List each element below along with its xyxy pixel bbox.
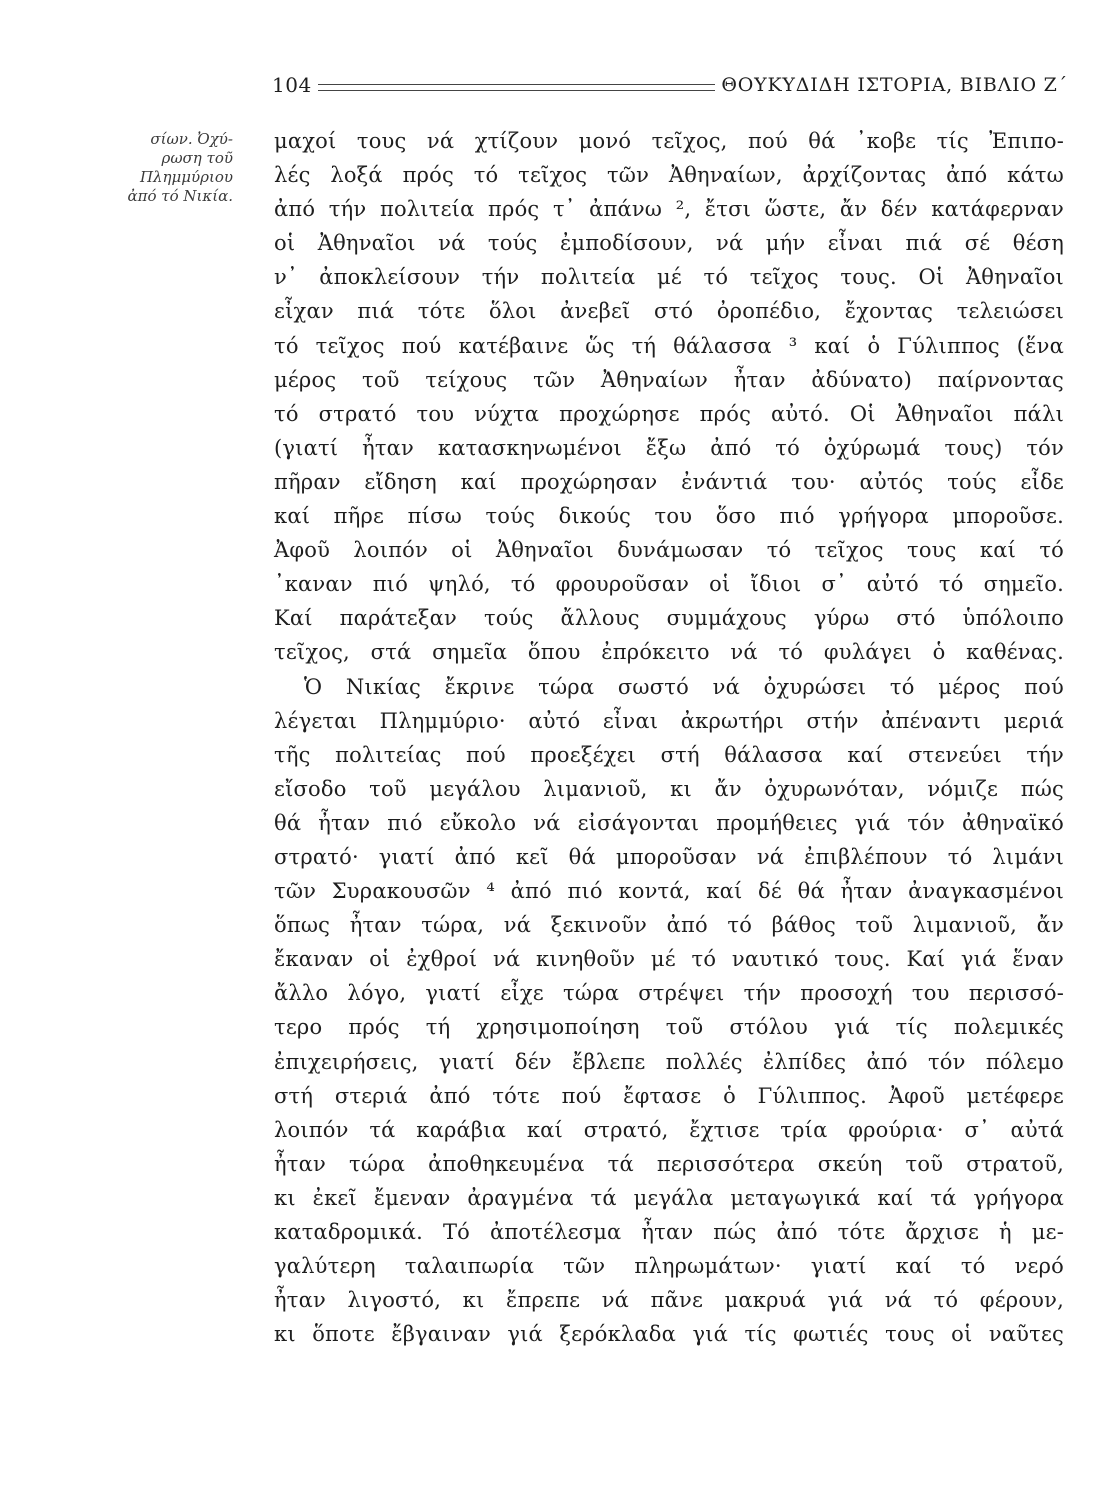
text-line: μέρος τοῦ τείχους τῶν Ἀθηναίων ἦταν ἀδύνατο) παίρνοντας — [274, 367, 1064, 392]
text-line: πῆραν εἴδηση καί προχώρησαν ἐνάντιά του· αὐτός τούς εἶδε — [274, 469, 1064, 494]
text-line: θά ἦταν πιό εὔκολο νά εἰσάγονται προμήθειες γιά τόν ἀθηναϊκό — [274, 810, 1064, 835]
margin-note-line: ρωση τοῦ — [161, 149, 233, 167]
text-line: ἔκαναν οἱ ἐχθροί νά κινηθοῦν μέ τό ναυτικό τους. Καί γιά ἕναν — [274, 947, 1064, 972]
text-line: ᾿καναν πιό ψηλό, τό φρουροῦσαν οἱ ἴδιοι σ᾿ αὐτό τό σημεῖο. — [274, 572, 1064, 597]
text-line: στή στεριά ἀπό τότε πού ἔφτασε ὁ Γύλιππος. Ἀφοῦ μετέφερε — [274, 1083, 1064, 1108]
margin-note-line: ἀπό τό Νικία. — [127, 187, 233, 205]
text-line: ἀπό τήν πολιτεία πρός τ᾿ ἀπάνω ², ἔτσι ὥστε, ἄν δέν κατάφερναν — [274, 197, 1064, 222]
text-line: τό στρατό του νύχτα προχώρησε πρός αὐτό. Οἱ Ἀθηναῖοι πάλι — [274, 401, 1064, 426]
header-rule — [318, 84, 716, 91]
text-line: ἄλλο λόγο, γιατί εἶχε τώρα στρέψει τήν προσοχή του περισσό- — [274, 981, 1064, 1006]
text-line: Καί παράτεξαν τούς ἄλλους συμμάχους γύρω στό ὑπόλοιπο — [274, 606, 1064, 631]
running-title: ΘΟΥΚΥΔΙΔΗ ΙΣΤΟΡΙΑ, ΒΙΒΛΙΟ Ζ΄ — [721, 74, 1068, 96]
text-line: Ἀφοῦ λοιπόν οἱ Ἀθηναῖοι δυνάμωσαν τό τεῖχος τους καί τό — [274, 538, 1064, 563]
text-line: ἦταν λιγοστό, κι ἔπρεπε νά πᾶνε μακρυά γιά νά τό φέρουν, — [274, 1288, 1064, 1313]
text-line: τό τεῖχος πού κατέβαινε ὥς τή θάλασσα ³ καί ὁ Γύλιππος (ἕνα — [274, 333, 1064, 358]
text-line: λές λοξά πρός τό τεῖχος τῶν Ἀθηναίων, ἀρχίζοντας ἀπό κάτω — [274, 163, 1064, 188]
text-line: κι ἐκεῖ ἔμεναν ἀραγμένα τά μεγάλα μεταγωγικά καί τά γρήγορα — [274, 1185, 1064, 1210]
text-line: καταδρομικά. Τό ἀποτέλεσμα ἦταν πώς ἀπό τότε ἄρχισε ἡ με- — [274, 1220, 1064, 1244]
text-line: λέγεται Πλημμύριο· αὐτό εἶναι ἀκρωτήρι στήν ἀπέναντι μεριά — [274, 708, 1064, 733]
text-line: Ὁ Νικίας ἔκρινε τώρα σωστό νά ὀχυρώσει τό μέρος πού — [304, 674, 1064, 699]
text-line: στρατό· γιατί ἀπό κεῖ θά μποροῦσαν νά ἐπιβλέπουν τό λιμάνι — [274, 844, 1064, 869]
text-line: ὅπως ἦταν τώρα, νά ξεκινοῦν ἀπό τό βάθος τοῦ λιμανιοῦ, ἄν — [274, 913, 1064, 938]
body-text — [274, 124, 1064, 1351]
text-line: εἶχαν πιά τότε ὅλοι ἀνεβεῖ στό ὀροπέδιο, ἔχοντας τελειώσει — [274, 299, 1064, 324]
margin-note-line: σίων. Ὀχύ- — [150, 130, 233, 148]
text-line: ν᾿ ἀποκλείσουν τήν πολιτεία μέ τό τεῖχος τους. Οἱ Ἀθηναῖοι — [274, 265, 1064, 290]
text-line: τῶν Συρακουσῶν ⁴ ἀπό πιό κοντά, καί δέ θά ἦταν ἀναγκασμένοι — [274, 879, 1064, 904]
text-line: τερο πρός τή χρησιμοποίηση τοῦ στόλου γιά τίς πολεμικές — [274, 1015, 1064, 1040]
text-line: ἐπιχειρήσεις, γιατί δέν ἔβλεπε πολλές ἐλπίδες ἀπό τόν πόλεμο — [274, 1049, 1064, 1074]
text-line: κι ὅποτε ἔβγαιναν γιά ξερόκλαδα γιά τίς φωτιές τους οἱ ναῦτες — [274, 1322, 1064, 1347]
text-line: τῆς πολιτείας πού προεξέχει στή θάλασσα καί στενεύει τήν — [274, 742, 1064, 767]
text-line: γαλύτερη ταλαιπωρία τῶν πληρωμάτων· γιατί καί τό νερό — [274, 1254, 1064, 1279]
margin-note — [105, 130, 233, 206]
page-number: 104 — [272, 73, 312, 97]
text-line: (γιατί ἦταν κατασκηνωμένοι ἔξω ἀπό τό ὀχύρωμά τους) τόν — [274, 435, 1064, 460]
text-line: ἦταν τώρα ἀποθηκευμένα τά περισσότερα σκεύη τοῦ στρατοῦ, — [274, 1151, 1064, 1176]
text-line: τεῖχος, στά σημεῖα ὅπου ἐπρόκειτο νά τό φυλάγει ὁ καθένας. — [274, 640, 1064, 665]
margin-note-line: Πλημμύριου — [139, 168, 233, 186]
text-line: μαχοί τους νά χτίζουν μονό τεῖχος, πού θά ᾿κοβε τίς Ἐπιπο- — [274, 129, 1064, 153]
text-line: οἱ Ἀθηναῖοι νά τούς ἐμποδίσουν, νά μήν εἶναι πιά σέ θέση — [274, 231, 1064, 256]
text-line: εἴσοδο τοῦ μεγάλου λιμανιοῦ, κι ἄν ὀχυρωνόταν, νόμιζε πώς — [274, 776, 1064, 801]
text-line: λοιπόν τά καράβια καί στρατό, ἔχτισε τρία φρούρια· σ᾿ αὐτά — [274, 1117, 1064, 1142]
text-line: καί πῆρε πίσω τούς δικούς του ὅσο πιό γρήγορα μποροῦσε. — [274, 504, 1064, 529]
page-header — [272, 70, 1068, 100]
